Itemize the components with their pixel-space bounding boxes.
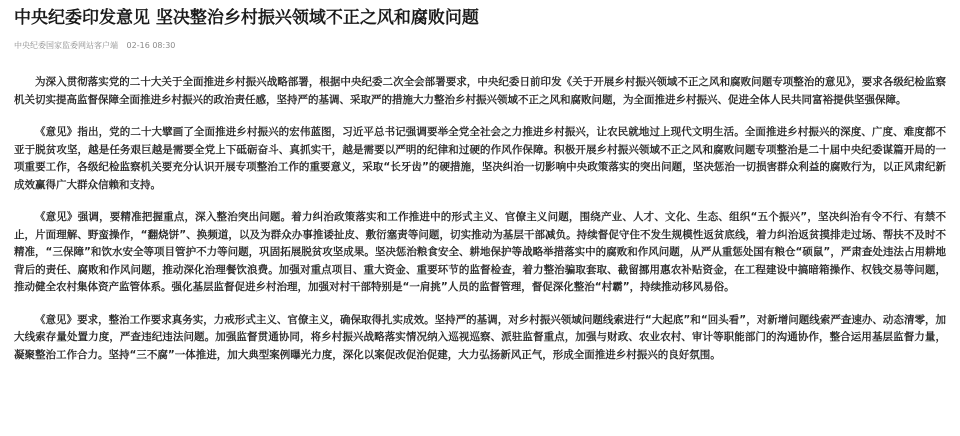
article-source[interactable]: 中央纪委国家监委网站客户端 <box>14 41 118 50</box>
article-paragraph: 为深入贯彻落实党的二十大关于全面推进乡村振兴战略部署，根据中央纪委二次全会部署要求，中央纪委日前印发《关于开展乡村振兴领域不正之风和腐败问题专项整治的意见》，要求各级纪检监察机关切实提高监督保障全面推进乡村振兴的政治责任感，坚持严的基调、采取严的措施大力整治乡村振兴领域不正之风和腐败问题，为全面推进乡村振兴、促进全体人民共同富裕提供坚强保障。 <box>14 76 946 106</box>
article-meta <box>14 40 946 52</box>
article-body <box>14 74 946 364</box>
article-paragraph: 《意见》强调，要精准把握重点，深入整治突出问题。着力纠治政策落实和工作推进中的形式主义、官僚主义问题，围绕产业、人才、文化、生态、组织“五个振兴”，坚决纠治有令不行、有禁不止，片面理解、野蛮操作，“翻烧饼”、换频道，以及为群众办事推诿扯皮、敷衍塞责等问题，切实推动为基层干部减负。持续督促守住不发生规模性返贫底线，着力纠治返贫摸排走过场、帮扶不及时不精准，“三保障”和饮水安全等项目管护不力等问题，巩固拓展脱贫攻坚成果。坚决惩治粮食安全、耕地保护等战略举措落实中的腐败和作风问题，从严从重惩处国有粮仓“硕鼠”，严肃查处违法占用耕地背后的责任、腐败和作风问题，推动深化治理餐饮浪费。加强对重点项目、重大资金、重要环节的监督检查，着力整治骗取套取、截留挪用惠农补贴资金，在工程建设中搞暗箱操作、权钱交易等问题，推动健全农村集体资产监管体系。强化基层监督促进乡村治理，加强对村干部特别是“一肩挑”人员的监督管理，督促深化整治“村霸”，持续推动移风易俗。 <box>14 211 946 293</box>
article-time: 02-16 08:30 <box>126 41 176 50</box>
article-title: 中央纪委印发意见 坚决整治乡村振兴领域不正之风和腐败问题 <box>14 8 479 28</box>
article-paragraph: 《意见》要求，整治工作要求真务实，力戒形式主义、官僚主义，确保取得扎实成效。坚持严的基调，对乡村振兴领域问题线索进行“大起底”和“回头看”，对新增问题线索严查速办、动态清零，加大线索存量处置力度，严查违纪违法问题。加强监督贯通协同，将乡村振兴战略落实情况纳入巡视巡察、派驻监督重点，加强与财政、农业农村、审计等职能部门的沟通协作，整合运用基层监督力量，凝聚整治工作合力。坚持“三不腐”一体推进，加大典型案例曝光力度，深化以案促改促治促建，大力弘扬新风正气，形成全面推进乡村振兴的良好氛围。 <box>14 313 946 361</box>
article-paragraph: 《意见》指出，党的二十大擘画了全面推进乡村振兴的宏伟蓝图，习近平总书记强调要举全党全社会之力推进乡村振兴，让农民就地过上现代文明生活。全面推进乡村振兴的深度、广度、难度都不亚于脱贫攻坚，越是任务艰巨越是需要全党上下砥砺奋斗、真抓实干，越是需要以严明的纪律和过硬的作风作保障。积极开展乡村振兴领域不正之风和腐败问题专项整治是二十届中央纪委谋篇开局的一项重要工作，各级纪检监察机关要充分认识开展专项整治工作的重要意义，采取“长牙齿”的硬措施，坚决纠治一切影响中央政策落实的突出问题，坚决惩治一切损害群众利益的腐败行为，以正风肃纪新成效赢得广大群众信赖和支持。 <box>14 126 946 191</box>
